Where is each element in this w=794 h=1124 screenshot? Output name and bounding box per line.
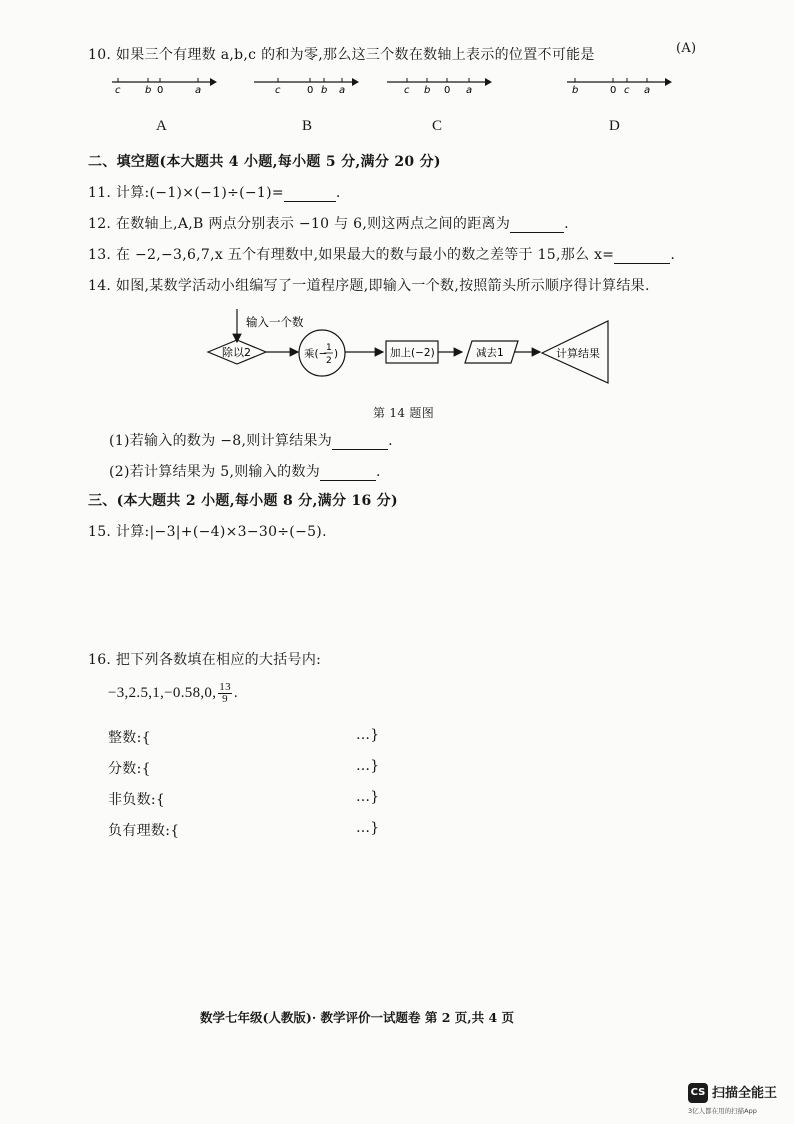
tick-label: 0: [610, 85, 617, 96]
flow-subtract-label: 减去1: [476, 347, 504, 359]
flow-multiply-suffix: ): [334, 348, 339, 360]
flow-multiply-den: 2: [326, 356, 332, 366]
tick-label: 0: [444, 85, 451, 96]
section-3-heading: 三、(本大题共 2 小题,每小题 8 分,满分 16 分): [88, 493, 398, 509]
tick-label: b: [572, 85, 579, 96]
tick-label: c: [275, 85, 281, 96]
option-a-label: A: [156, 118, 167, 134]
q16-stem: 16. 把下列各数填在相应的大括号内:: [88, 652, 322, 668]
tick-label: b: [424, 85, 431, 96]
q14-sub1-blank: [332, 435, 388, 450]
axis-arrowhead: [352, 78, 359, 86]
option-b-label: B: [302, 118, 313, 134]
tick-label: a: [466, 85, 473, 96]
tick-label: 0: [157, 85, 164, 96]
q13-text: 13. 在 −2,−3,6,7,x 五个有理数中,如果最大的数与最小的数之差等于 15,那么 x=: [88, 247, 615, 263]
option-d-label: D: [609, 118, 620, 134]
q16-cat-nonnegative-end: …}: [356, 789, 380, 805]
q10-stem: 10. 如果三个有理数 a,b,c 的和为零,那么这三个数在数轴上表示的位置不可能是: [88, 47, 595, 63]
flow-multiply-prefix: 乘(−: [304, 348, 328, 360]
q16-cat-nonnegative: 非负数:{: [108, 792, 166, 808]
number-line-a: [110, 74, 218, 96]
page-footer: 数学七年级(人教版)· 教学评价一试题卷 第 2 页,共 4 页: [200, 1010, 515, 1025]
q13: [88, 244, 675, 264]
q16-frac-num: 13: [219, 681, 231, 693]
q16-cat-integers-end: …}: [356, 727, 380, 743]
tick-label: b: [145, 85, 152, 96]
tick-label: a: [195, 85, 202, 96]
camscanner-logo-icon: CS: [688, 1083, 708, 1103]
section-2-heading: 二、填空题(本大题共 4 小题,每小题 5 分,满分 20 分): [88, 154, 441, 170]
flow-input-label: 输入一个数: [246, 315, 304, 329]
q14-sub2-text: (2)若计算结果为 5,则输入的数为: [109, 464, 321, 480]
q16-cat-fractions-end: …}: [356, 758, 380, 774]
q16-cat-fractions: 分数:{: [108, 761, 151, 777]
q11-blank: [284, 187, 336, 202]
q15: 15. 计算:|−3|+(−4)×3−30÷(−5).: [88, 524, 327, 540]
q13-tail: .: [670, 247, 676, 263]
q14-sub1-tail: .: [388, 433, 393, 449]
q16-cat-negative-rational-end: …}: [356, 820, 380, 836]
tick-label: b: [321, 85, 328, 96]
q16-numbers-suffix: .: [233, 684, 238, 701]
q16-numbers: [108, 682, 238, 705]
flow-add-label: 加上(−2): [390, 347, 435, 359]
axis-arrowhead: [210, 78, 217, 86]
q14-caption: 第 14 题图: [373, 406, 434, 420]
axis-arrowhead: [665, 78, 672, 86]
q11-tail: .: [335, 185, 341, 201]
q16-cat-negative-rational: 负有理数:{: [108, 823, 180, 839]
q16-cat-integers: 整数:{: [108, 730, 151, 746]
number-line-c: [385, 74, 493, 96]
q16-frac-den: 9: [222, 693, 228, 705]
q13-blank: [614, 249, 670, 264]
tick-label: a: [644, 85, 651, 96]
q14-sub2-tail: .: [376, 464, 381, 480]
tick-label: c: [624, 85, 630, 96]
tick-label: c: [115, 85, 121, 96]
q12-blank: [510, 218, 564, 233]
option-c-label: C: [432, 118, 443, 134]
number-line-d: [565, 74, 673, 96]
tick-label: c: [404, 85, 410, 96]
number-line-b: [252, 74, 360, 96]
q16-fraction: [218, 682, 232, 705]
q12-text: 12. 在数轴上,A,B 两点分别表示 −10 与 6,则这两点之间的距离为: [88, 216, 511, 232]
q12-tail: .: [564, 216, 569, 232]
q14-sub2: [109, 461, 381, 481]
axis-arrowhead: [485, 78, 492, 86]
flow-multiply-num: 1: [326, 343, 332, 353]
q14-flowchart: [200, 306, 620, 386]
flow-divide-label: 除以2: [222, 346, 251, 359]
tick-label: 0: [307, 85, 314, 96]
q14-sub1-text: (1)若输入的数为 −8,则计算结果为: [109, 433, 333, 449]
q11: [88, 182, 341, 202]
tick-label: a: [339, 85, 346, 96]
q16-numbers-prefix: −3,2.5,1,−0.58,0,: [108, 684, 217, 701]
q10-answer: (A): [676, 41, 697, 56]
q14-sub2-blank: [320, 466, 376, 481]
q14-stem: 14. 如图,某数学活动小组编写了一道程序题,即输入一个数,按照箭头所示顺序得计算结果.: [88, 278, 650, 294]
q14-sub1: [109, 430, 393, 450]
q11-text: 11. 计算:(−1)×(−1)÷(−1)=: [88, 185, 284, 201]
camscanner-name: 扫描全能王: [712, 1086, 778, 1101]
flow-result-label: 计算结果: [556, 347, 600, 360]
q12: [88, 213, 569, 233]
camscanner-tagline: 3亿人都在用的扫描App: [688, 1107, 757, 1115]
